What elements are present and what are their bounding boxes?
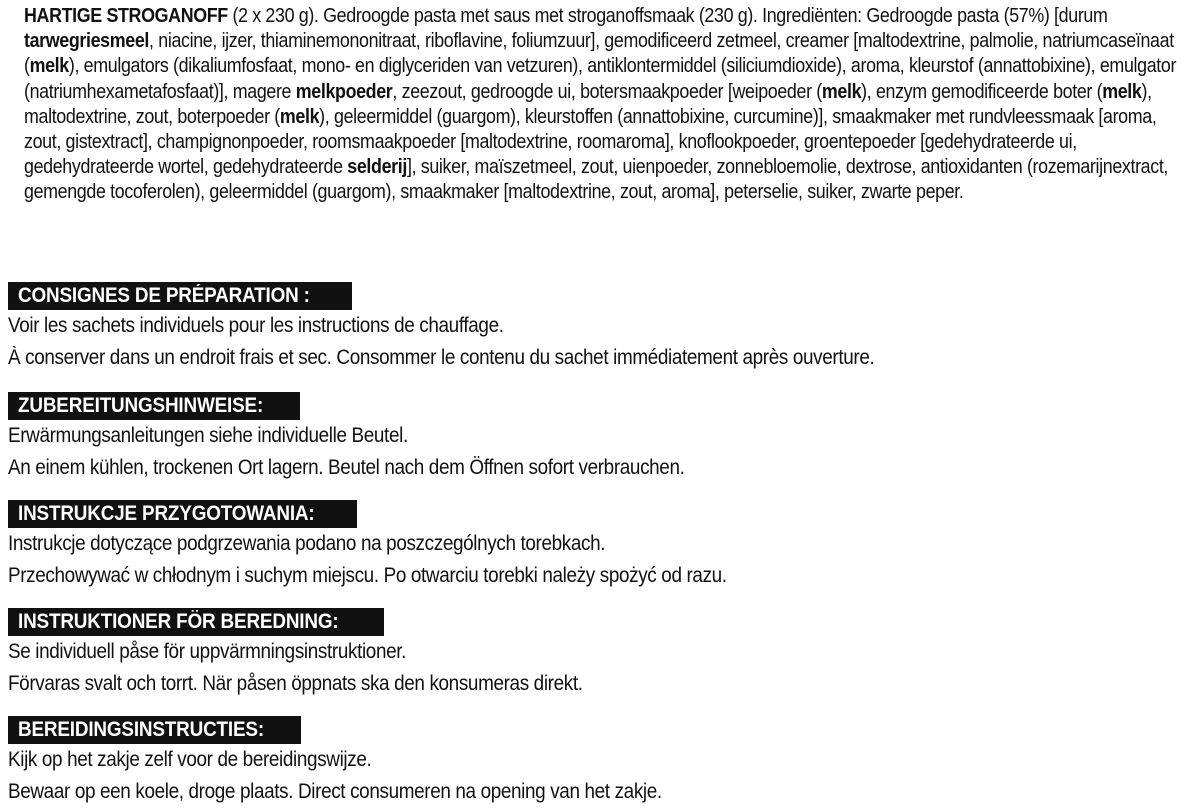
product-name: HARTIGE STROGANOFF (24, 5, 228, 27)
section-line: Instrukcje dotyczące podgrzewania podano na poszczególnych torebkach. (8, 532, 606, 555)
section-line: Se individuell påse för uppvärmningsinstruktioner. (8, 640, 407, 663)
section-heading: INSTRUKTIONER FÖR BEREDNING: (8, 608, 384, 636)
ingredients-text: ], suiker, maïszetmeel, zout, uienpoeder, zonnebloemolie, dextrose, antioxidanten (rozemarijnextract, gemengde tocoferolen), geleermiddel (guargom), smaakmaker [maltodextrine, zout, aroma], peterselie, suiker, zwarte peper. (24, 156, 1169, 204)
section-line: Förvaras svalt och torrt. När påsen öppnats ska den konsumeras direkt. (8, 672, 583, 695)
section-line: Bewaar op een koele, droge plaats. Direct consumeren na opening van het zakje. (8, 780, 662, 803)
ingredients-text: ), geleermiddel (guargom), kleurstoffen (annattobixine, curcumine)], smaakmaker met rundvleessmaak [aroma, zout, gistextract], champignonpoeder, roomsmaakpoeder [maltodextrine, roomaroma], knoflookpoeder, groentepoeder [gedehydrateerde ui, gedehydrateerde wortel, gedehydrateerde (24, 105, 1157, 179)
ingredients-text: ), emulgators (dikaliumfosfaat, mono- en diglyceriden van vetzuren), antiklontermiddel (siliciumdioxide), aroma, kleurstof (annattobixine), emulgator (natriumhexametafosfaat)], magere (24, 55, 1177, 103)
allergen-highlight: melk (279, 105, 320, 128)
allergen-highlight: tarwegriesmeel (24, 30, 150, 53)
section-pl (8, 500, 1198, 592)
ingredients-text: ), enzym gemodificeerde boter ( (861, 80, 1103, 103)
ingredients-text: (2 x 230 g). Gedroogde pasta met saus met stroganoffsmaak (230 g). Ingrediënten: Gedroogde pasta (57%) [durum (227, 5, 1108, 27)
section-line: Voir les sachets individuels pour les instructions de chauffage. (8, 314, 504, 337)
ingredients-text: ), maltodextrine, zout, boterpoeder ( (24, 80, 1152, 128)
section-line: À conserver dans un endroit frais et sec. Consommer le contenu du sachet immédiatement après ouverture. (8, 346, 875, 369)
section-line: Kijk op het zakje zelf voor de bereidingswijze. (8, 748, 372, 771)
section-line: An einem kühlen, trockenen Ort lagern. Beutel nach dem Öffnen sofort verbrauchen. (8, 456, 685, 479)
ingredients-paragraph (24, 4, 1184, 206)
ingredients-text: , niacine, ijzer, thiaminemononitraat, riboflavine, foliumzuur], gemodificeerd zetmeel, creamer [maltodextrine, palmolie, natriumcaseïnaat ( (24, 30, 1174, 78)
allergen-highlight: melkpoeder (295, 80, 393, 103)
section-heading: CONSIGNES DE PRÉPARATION : (8, 282, 352, 310)
allergen-highlight: selderij (347, 156, 407, 179)
allergen-highlight: melk (821, 80, 862, 103)
allergen-highlight: melk (1102, 80, 1142, 103)
section-heading: INSTRUKCJE PRZYGOTOWANIA: (8, 500, 357, 528)
section-line: Erwärmungsanleitungen siehe individuelle Beutel. (8, 424, 408, 447)
section-sv (8, 608, 1198, 700)
section-heading: BEREIDINGSINSTRUCTIES: (8, 716, 301, 744)
section-nl (8, 716, 1198, 808)
section-fr (8, 282, 1198, 374)
section-de (8, 392, 1198, 484)
section-line: Przechowywać w chłodnym i suchym miejscu. Po otwarciu torebki należy spożyć od razu. (8, 564, 727, 587)
section-heading: ZUBEREITUNGSHINWEISE: (8, 392, 300, 420)
ingredients-text: , zeezout, gedroogde ui, botersmaakpoeder [weipoeder ( (392, 80, 822, 103)
allergen-highlight: melk (29, 55, 69, 78)
